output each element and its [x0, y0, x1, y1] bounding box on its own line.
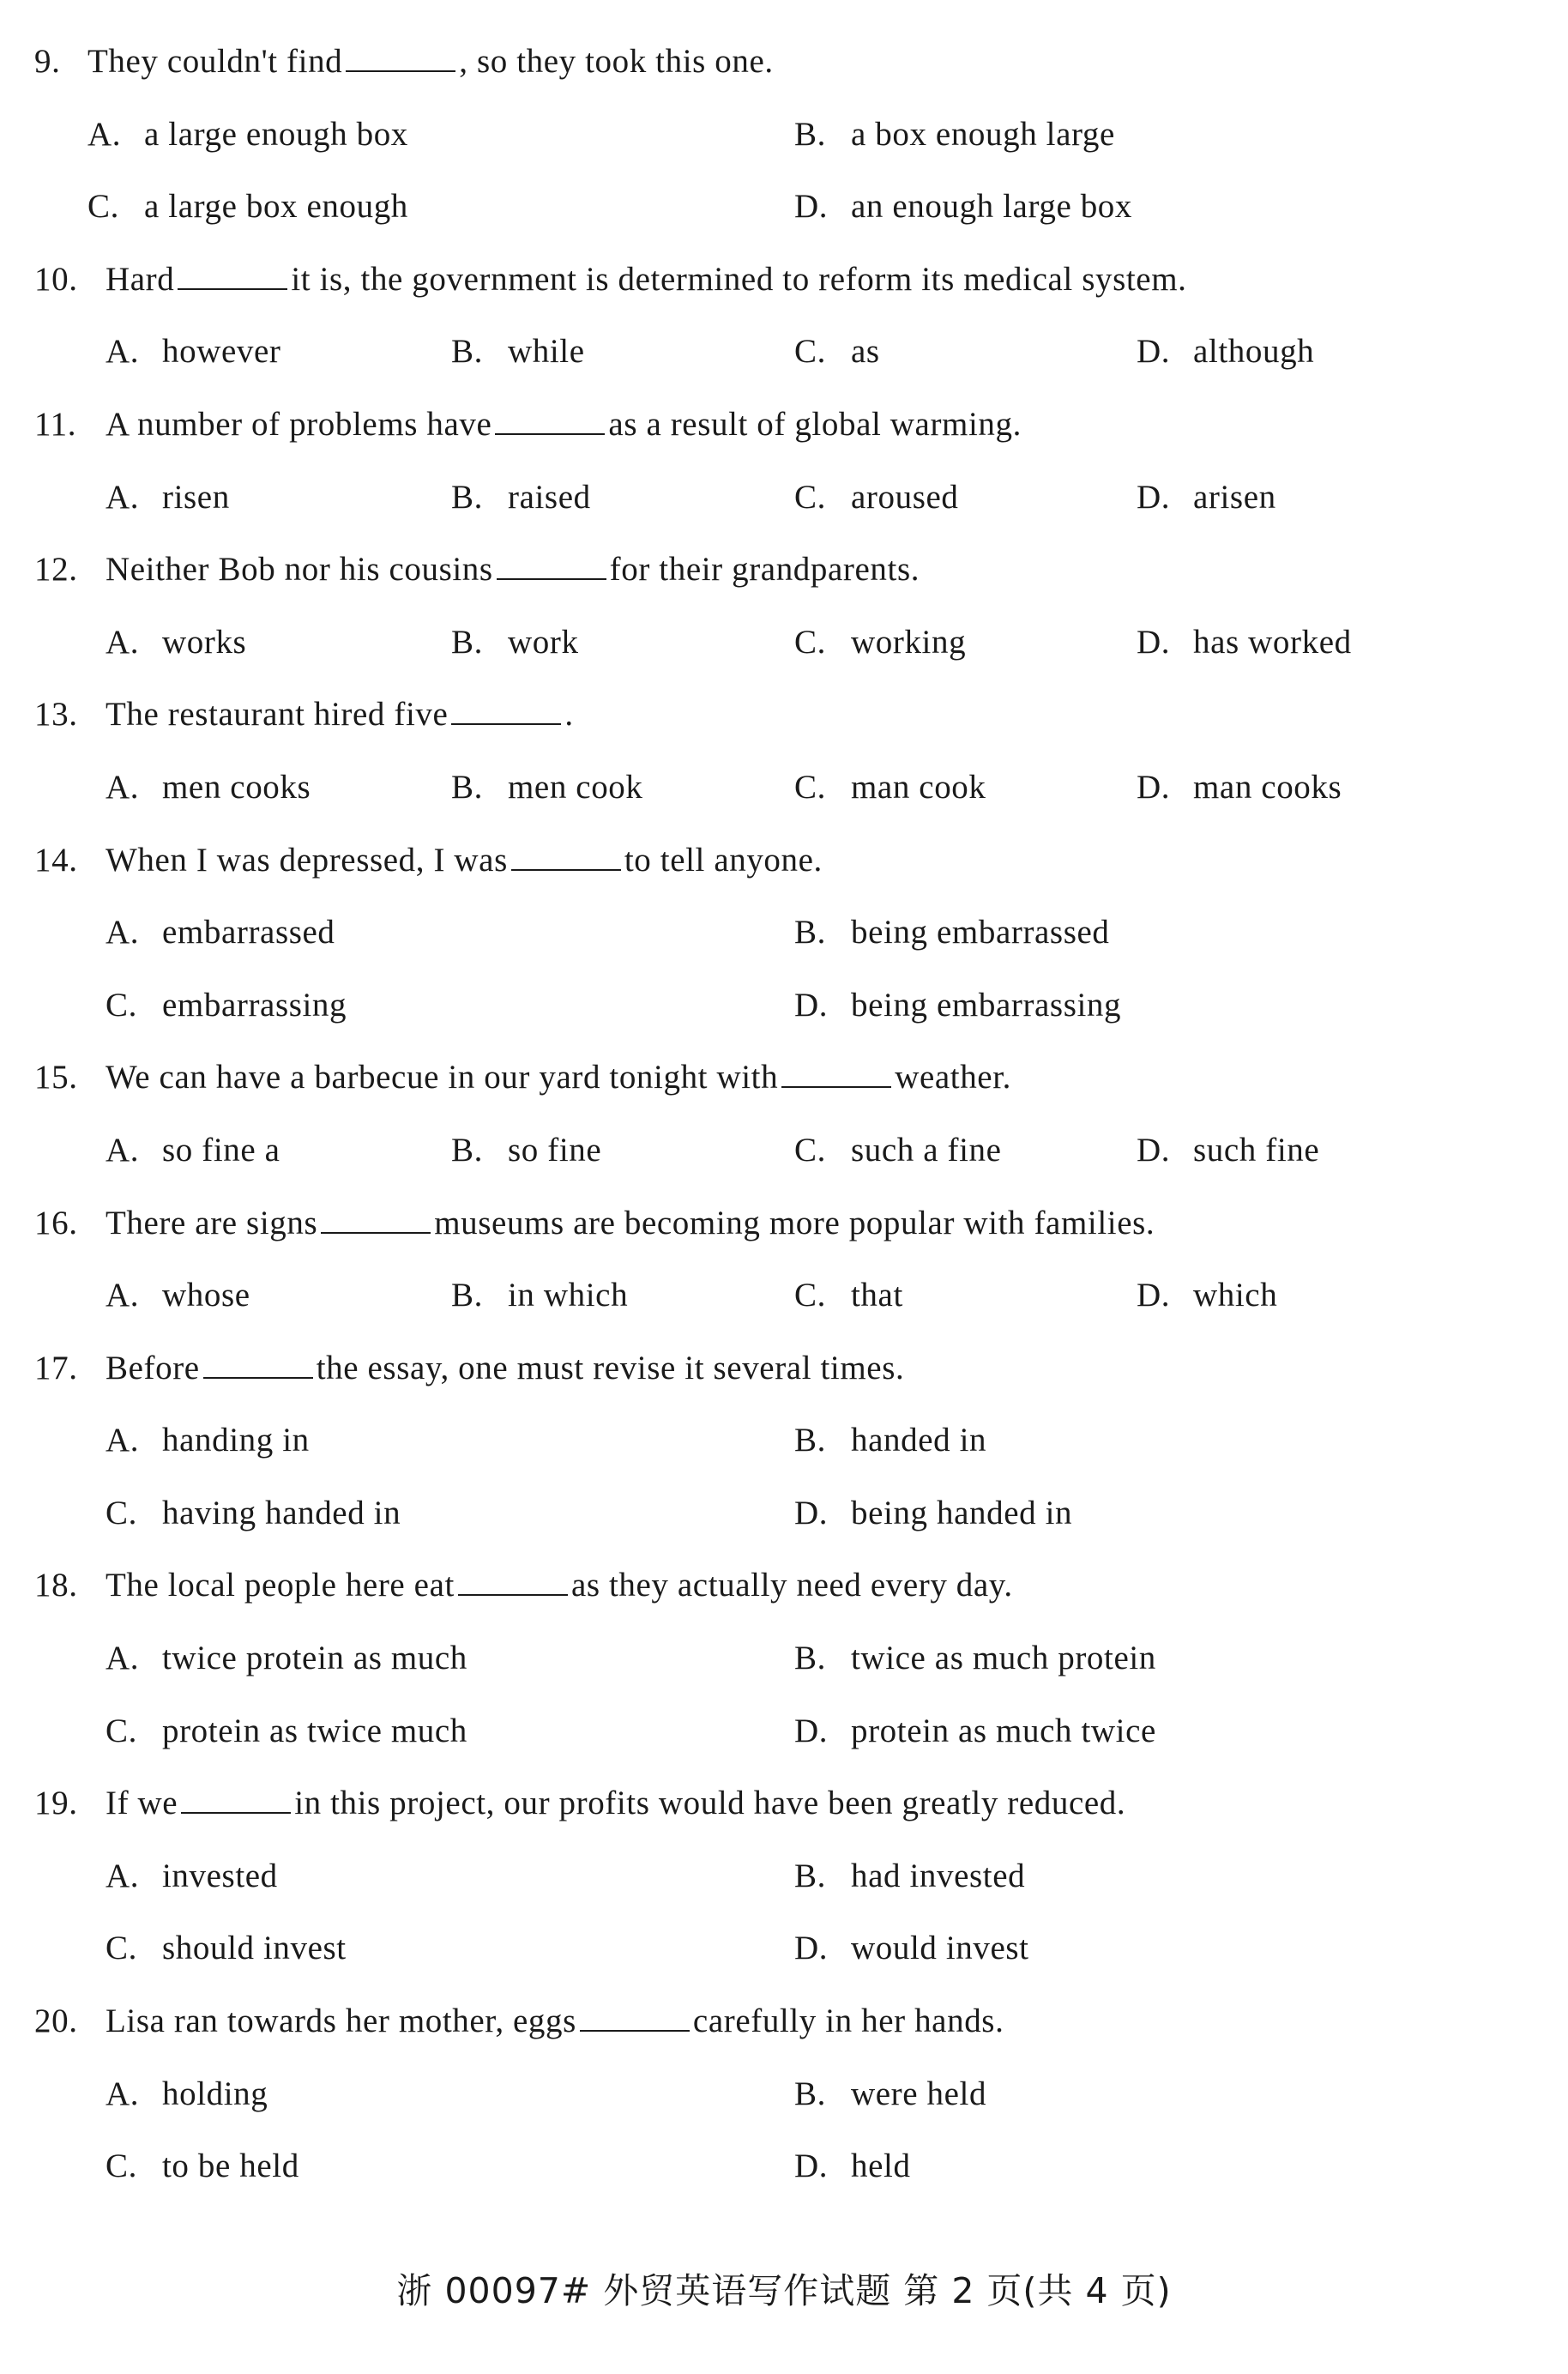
answer-blank	[346, 45, 455, 72]
option-letter: D.	[1137, 1131, 1171, 1169]
answer-option[interactable]	[794, 2130, 911, 2203]
option-letter: A.	[106, 333, 140, 371]
option-letter: B.	[794, 1857, 826, 1894]
option-text: twice as much protein	[851, 1640, 1156, 1677]
answer-option[interactable]	[106, 1622, 467, 1695]
option-text: protein as twice much	[162, 1712, 467, 1749]
option-text: would invest	[851, 1930, 1029, 1967]
stem-after-blank: to tell anyone.	[624, 841, 823, 879]
answer-option[interactable]	[794, 462, 959, 535]
answer-option[interactable]	[1137, 607, 1352, 680]
answer-option[interactable]	[87, 99, 408, 172]
option-letter: D.	[794, 1712, 829, 1749]
options-row	[34, 607, 1544, 680]
question-text	[106, 1042, 1011, 1115]
stem-before-blank: Lisa ran towards her mother, eggs	[106, 2002, 576, 2040]
option-text: man cook	[851, 768, 986, 806]
answer-blank	[497, 553, 606, 580]
option-letter: A.	[106, 1422, 140, 1459]
stem-after-blank: as a result of global warming.	[608, 405, 1022, 443]
options-row	[34, 1404, 1544, 1477]
answer-option[interactable]	[794, 752, 986, 825]
options-row	[34, 752, 1544, 825]
option-text: should invest	[162, 1930, 347, 1967]
question-number: 15.	[34, 1059, 78, 1096]
option-letter: D.	[1137, 333, 1171, 371]
stem-before-blank: The local people here eat	[106, 1567, 455, 1604]
option-text: that	[851, 1277, 903, 1314]
question-stem	[34, 1187, 1544, 1260]
option-text: arisen	[1193, 478, 1276, 516]
option-letter: A.	[106, 1131, 140, 1169]
question-stem	[34, 1549, 1544, 1622]
answer-blank	[203, 1351, 313, 1379]
answer-option[interactable]	[794, 1695, 1156, 1768]
question-number: 12.	[34, 551, 78, 589]
stem-after-blank: weather.	[895, 1059, 1012, 1096]
option-text: whose	[162, 1277, 250, 1314]
stem-after-blank: as they actually need every day.	[570, 1567, 1013, 1604]
option-letter: B.	[451, 1131, 483, 1169]
answer-option[interactable]	[1137, 1259, 1277, 1332]
stem-after-blank: .	[564, 696, 574, 734]
question-text	[106, 1332, 904, 1405]
option-letter: C.	[794, 1277, 826, 1314]
question-number: 13.	[34, 696, 78, 734]
options-row	[34, 1477, 1544, 1550]
option-letter: B.	[794, 115, 826, 153]
option-text: holding	[162, 2075, 268, 2112]
option-letter: A.	[87, 115, 122, 153]
answer-option[interactable]	[106, 2058, 268, 2131]
stem-before-blank: When I was depressed, I was	[106, 841, 508, 879]
stem-before-blank: Neither Bob nor his cousins	[106, 551, 493, 589]
option-text: work	[508, 623, 579, 661]
option-letter: A.	[106, 2075, 140, 2112]
question-list	[34, 26, 1544, 2203]
option-text: raised	[508, 478, 591, 516]
option-letter: C.	[87, 188, 119, 226]
answer-option[interactable]	[794, 897, 1110, 970]
question-stem	[34, 26, 1544, 99]
option-text: as	[851, 333, 880, 371]
question-text	[106, 1187, 1155, 1260]
answer-option[interactable]	[106, 1840, 278, 1913]
question-stem	[34, 679, 1544, 752]
question-number: 20.	[34, 2002, 78, 2040]
option-text: so fine a	[162, 1131, 280, 1169]
answer-option[interactable]	[106, 1115, 280, 1187]
answer-option[interactable]	[794, 99, 1115, 172]
option-letter: B.	[451, 333, 483, 371]
option-letter: B.	[451, 623, 483, 661]
option-text: a large box enough	[144, 188, 408, 226]
page-footer: 浙 00097# 外贸英语写作试题 第 2 页(共 4 页)	[396, 2270, 1172, 2311]
option-text: held	[851, 2147, 911, 2185]
answer-option[interactable]	[1137, 462, 1276, 535]
stem-after-blank: for their grandparents.	[609, 551, 920, 589]
options-row	[34, 2058, 1544, 2131]
answer-option[interactable]	[106, 1404, 310, 1477]
stem-before-blank: Hard	[106, 260, 175, 298]
option-text: an enough large box	[851, 188, 1133, 226]
option-letter: A.	[106, 914, 140, 951]
option-letter: A.	[106, 768, 140, 806]
answer-option[interactable]	[106, 2130, 299, 2203]
option-text: embarrassing	[162, 986, 347, 1024]
option-text: twice protein as much	[162, 1640, 467, 1677]
question-text	[106, 534, 920, 607]
option-text: however	[162, 333, 281, 371]
option-letter: A.	[106, 1277, 140, 1314]
answer-option[interactable]	[794, 1840, 1025, 1913]
option-letter: A.	[106, 1640, 140, 1677]
question-number: 10.	[34, 260, 78, 298]
option-letter: D.	[794, 188, 829, 226]
stem-before-blank: Before	[106, 1349, 200, 1386]
question-stem	[34, 389, 1544, 462]
answer-option[interactable]	[794, 1259, 903, 1332]
option-letter: A.	[106, 478, 140, 516]
option-text: while	[508, 333, 585, 371]
stem-before-blank: If we	[106, 1785, 178, 1822]
question-stem	[34, 1042, 1544, 1115]
option-letter: C.	[106, 2147, 137, 2185]
answer-option[interactable]	[451, 462, 591, 535]
option-text: such fine	[1193, 1131, 1320, 1169]
option-text: risen	[162, 478, 230, 516]
answer-option[interactable]	[106, 897, 335, 970]
option-letter: A.	[106, 1857, 140, 1894]
answer-option[interactable]	[451, 1259, 628, 1332]
stem-after-blank: it is, the government is determined to reform its medical system.	[291, 260, 1187, 298]
answer-option[interactable]	[106, 1259, 250, 1332]
options-row	[34, 1695, 1544, 1768]
answer-option[interactable]	[794, 316, 880, 389]
option-text: so fine	[508, 1131, 602, 1169]
answer-option[interactable]	[794, 2058, 986, 2131]
question-text	[106, 1985, 1004, 2058]
answer-option[interactable]	[794, 171, 1132, 244]
option-text: a large enough box	[144, 115, 408, 153]
answer-blank	[511, 843, 621, 871]
option-letter: D.	[794, 1494, 829, 1531]
question-stem	[34, 1332, 1544, 1405]
stem-before-blank: A number of problems have	[106, 405, 492, 443]
question-number: 18.	[34, 1567, 78, 1604]
answer-option[interactable]	[106, 462, 230, 535]
option-letter: C.	[106, 1494, 137, 1531]
option-letter: D.	[794, 1930, 829, 1967]
question-text	[87, 26, 774, 99]
question-number: 19.	[34, 1785, 78, 1822]
option-text: men cook	[508, 768, 643, 806]
question-text	[106, 825, 823, 897]
option-letter: C.	[794, 1131, 826, 1169]
question-number: 14.	[34, 841, 78, 879]
answer-blank	[495, 408, 605, 435]
question-stem	[34, 244, 1544, 317]
stem-before-blank: The restaurant hired five	[106, 696, 449, 734]
answer-option[interactable]	[106, 316, 280, 389]
option-text: a box enough large	[851, 115, 1115, 153]
answer-option[interactable]	[106, 752, 311, 825]
option-letter: B.	[794, 1640, 826, 1677]
option-letter: B.	[451, 1277, 483, 1314]
option-letter: C.	[794, 768, 826, 806]
option-text: working	[851, 623, 967, 661]
option-text: being embarrassed	[851, 914, 1110, 951]
question-text	[106, 1767, 1125, 1840]
answer-option[interactable]	[1137, 316, 1314, 389]
answer-blank	[178, 263, 287, 290]
answer-option[interactable]	[106, 1477, 401, 1550]
option-text: which	[1193, 1277, 1278, 1314]
option-letter: D.	[794, 986, 829, 1024]
answer-option[interactable]	[1137, 1115, 1319, 1187]
option-letter: D.	[1137, 478, 1171, 516]
stem-before-blank: They couldn't find	[87, 43, 343, 80]
answer-option[interactable]	[451, 316, 585, 389]
option-text: embarrassed	[162, 914, 335, 951]
stem-after-blank: carefully in her hands.	[692, 2002, 1004, 2040]
options-row	[34, 171, 1544, 244]
option-text: being handed in	[851, 1494, 1073, 1531]
option-letter: D.	[1137, 768, 1171, 806]
option-text: having handed in	[162, 1494, 401, 1531]
option-letter: A.	[106, 623, 140, 661]
option-letter: C.	[794, 623, 826, 661]
answer-blank	[781, 1060, 891, 1088]
option-text: in which	[508, 1277, 629, 1314]
options-row	[34, 462, 1544, 535]
stem-after-blank: the essay, one must revise it several times.	[316, 1349, 905, 1386]
question-number: 11.	[34, 405, 77, 443]
question-stem	[34, 1985, 1544, 2058]
options-row	[34, 897, 1544, 970]
options-row	[34, 1912, 1544, 1985]
options-row	[34, 1259, 1544, 1332]
answer-option[interactable]	[451, 607, 579, 680]
answer-option[interactable]	[794, 1404, 986, 1477]
option-text: were held	[851, 2075, 987, 2112]
option-letter: C.	[794, 333, 826, 371]
answer-option[interactable]	[106, 1912, 347, 1985]
options-row	[34, 970, 1544, 1042]
question-stem	[34, 534, 1544, 607]
question-number: 17.	[34, 1349, 78, 1386]
option-letter: B.	[794, 914, 826, 951]
answer-option[interactable]	[794, 1477, 1072, 1550]
options-row	[34, 1622, 1544, 1695]
options-row	[34, 316, 1544, 389]
option-text: handing in	[162, 1422, 310, 1459]
answer-option[interactable]	[87, 171, 408, 244]
option-text: man cooks	[1193, 768, 1342, 806]
answer-option[interactable]	[794, 1622, 1156, 1695]
option-letter: C.	[106, 1930, 137, 1967]
option-text: handed in	[851, 1422, 987, 1459]
option-text: aroused	[851, 478, 959, 516]
option-letter: D.	[794, 2147, 829, 2185]
option-text: being embarrassing	[851, 986, 1122, 1024]
stem-after-blank: museums are becoming more popular with families.	[434, 1204, 1155, 1241]
question-text	[106, 679, 574, 752]
answer-blank	[580, 2004, 690, 2032]
option-text: invested	[162, 1857, 278, 1894]
option-letter: C.	[106, 986, 137, 1024]
question-text	[106, 1549, 1013, 1622]
answer-option[interactable]	[106, 607, 246, 680]
option-letter: D.	[1137, 623, 1171, 661]
answer-blank	[451, 698, 561, 725]
option-letter: B.	[794, 2075, 826, 2112]
question-stem	[34, 825, 1544, 897]
answer-blank	[458, 1568, 568, 1596]
answer-option[interactable]	[451, 1115, 601, 1187]
options-row	[34, 2130, 1544, 2203]
options-row	[34, 99, 1544, 172]
option-letter: B.	[451, 478, 483, 516]
option-text: works	[162, 623, 247, 661]
answer-option[interactable]	[794, 970, 1121, 1042]
answer-option[interactable]	[106, 970, 347, 1042]
answer-option[interactable]	[451, 752, 643, 825]
option-text: such a fine	[851, 1131, 1002, 1169]
stem-after-blank: , so they took this one.	[459, 43, 774, 80]
answer-option[interactable]	[106, 1695, 467, 1768]
option-letter: B.	[451, 768, 483, 806]
answer-option[interactable]	[794, 1912, 1029, 1985]
option-letter: C.	[794, 478, 826, 516]
question-number: 9.	[34, 43, 61, 80]
answer-option[interactable]	[1137, 752, 1342, 825]
option-letter: C.	[106, 1712, 137, 1749]
question-text	[106, 389, 1022, 462]
options-row	[34, 1115, 1544, 1187]
option-text: men cooks	[162, 768, 311, 806]
option-text: has worked	[1193, 623, 1352, 661]
option-letter: D.	[1137, 1277, 1171, 1314]
answer-blank	[181, 1786, 291, 1814]
answer-blank	[321, 1206, 431, 1234]
option-text: protein as much twice	[851, 1712, 1156, 1749]
question-text	[106, 244, 1186, 317]
answer-option[interactable]	[794, 607, 966, 680]
option-text: although	[1193, 333, 1315, 371]
options-row	[34, 1840, 1544, 1913]
stem-before-blank: There are signs	[106, 1204, 318, 1241]
option-letter: B.	[794, 1422, 826, 1459]
stem-before-blank: We can have a barbecue in our yard tonight with	[106, 1059, 779, 1096]
stem-after-blank: in this project, our profits would have been greatly reduced.	[294, 1785, 1126, 1822]
option-text: to be held	[162, 2147, 299, 2185]
question-stem	[34, 1767, 1544, 1840]
answer-option[interactable]	[794, 1115, 1002, 1187]
question-number: 16.	[34, 1204, 78, 1241]
option-text: had invested	[851, 1857, 1026, 1894]
